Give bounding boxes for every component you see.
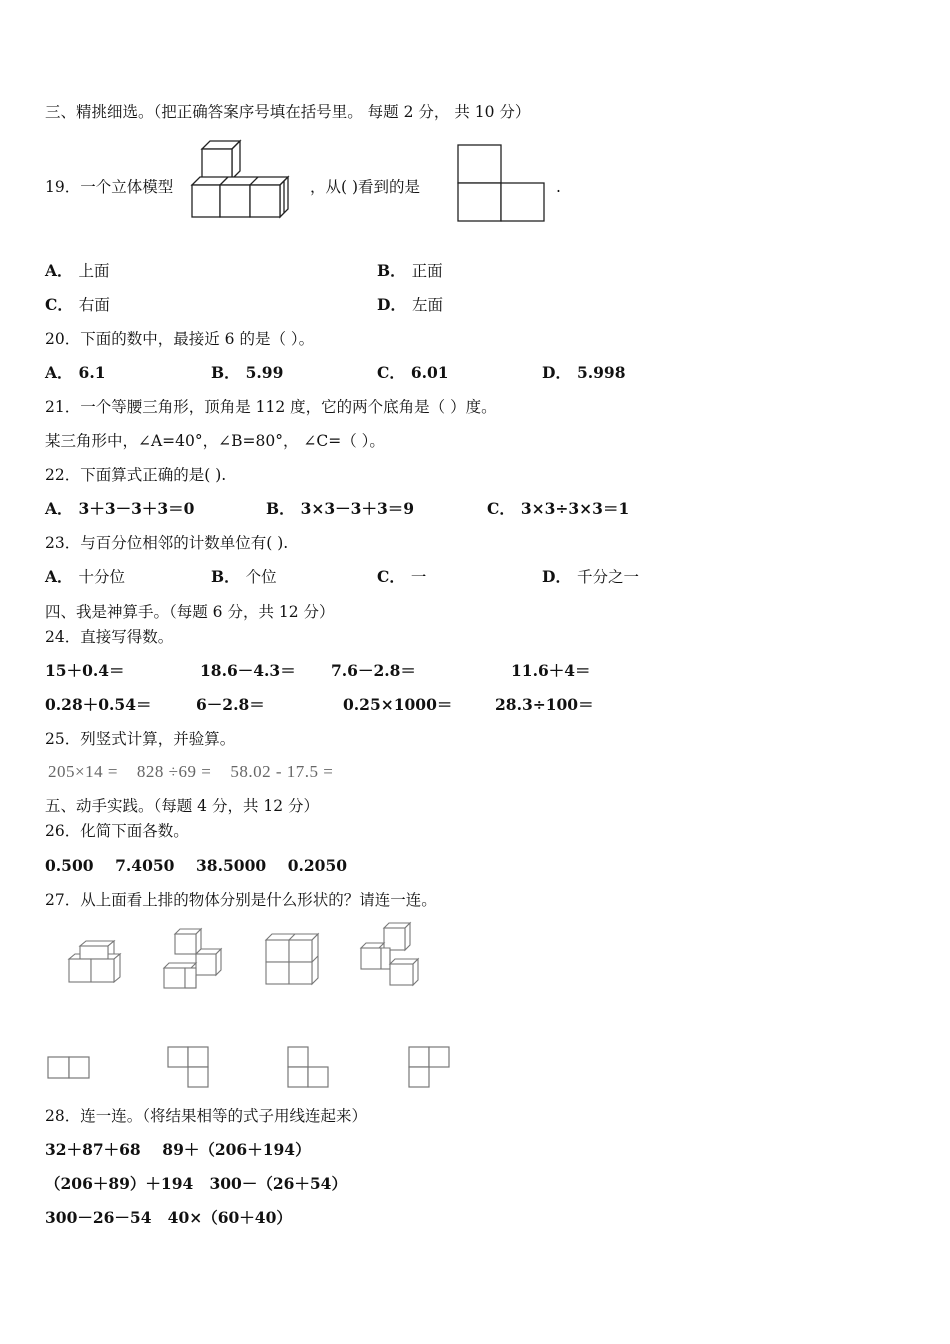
view-shape-figure bbox=[457, 144, 547, 224]
cube-object-4 bbox=[360, 922, 424, 988]
option-label: D． bbox=[542, 567, 571, 586]
option-label: D． bbox=[377, 295, 406, 314]
option-text: 3×3－3＋3＝9 bbox=[300, 499, 415, 518]
q24-expr: 6－2.8＝ bbox=[196, 695, 265, 714]
option-label: C． bbox=[377, 363, 405, 382]
q22-text: 22．下面算式正确的是( ). bbox=[45, 466, 227, 484]
option-text: 6.1 bbox=[78, 363, 106, 382]
option-text: 十分位 bbox=[78, 568, 126, 586]
option-label: B． bbox=[377, 261, 406, 280]
cube-object-2 bbox=[163, 928, 225, 990]
option-text: 千分之一 bbox=[576, 568, 639, 586]
view-shape-1 bbox=[47, 1056, 91, 1080]
option-label: C． bbox=[45, 295, 73, 314]
triangle-fill-text: 某三角形中，∠A=40°，∠B=80°， ∠C=（ ）。 bbox=[45, 432, 385, 450]
option-label: C． bbox=[487, 499, 515, 518]
option-label: C． bbox=[377, 567, 405, 586]
q20-text: 20．下面的数中，最接近 6 的是（ ）。 bbox=[45, 330, 315, 348]
section-3-title: 三、精挑细选。（把正确答案序号填在括号里。 每题 2 分， 共 10 分） bbox=[45, 103, 531, 121]
q23-option-d[interactable] bbox=[542, 567, 639, 587]
q28-row: 32＋87＋68 89＋（206＋194） bbox=[45, 1140, 311, 1159]
q26-text: 26．化简下面各数。 bbox=[45, 822, 189, 840]
q25-text: 25．列竖式计算，并验算。 bbox=[45, 730, 236, 748]
option-label: B． bbox=[211, 567, 240, 586]
option-text: 3×3÷3×3＝1 bbox=[520, 499, 630, 518]
cube-model-figure bbox=[190, 139, 300, 219]
q20-option-d[interactable] bbox=[542, 363, 626, 383]
q24-expr: 0.28＋0.54＝ bbox=[45, 695, 152, 714]
option-label: A． bbox=[45, 363, 73, 382]
option-label: A． bbox=[45, 567, 73, 586]
option-text: 正面 bbox=[411, 262, 443, 280]
cube-object-1 bbox=[68, 940, 124, 986]
q22-option-c[interactable] bbox=[487, 499, 629, 519]
q23-option-a[interactable] bbox=[45, 567, 125, 587]
cube-object-3 bbox=[264, 932, 322, 986]
q23-text: 23．与百分位相邻的计数单位有( ). bbox=[45, 534, 289, 552]
q19-option-d[interactable] bbox=[377, 295, 443, 315]
q24-expr: 18.6－4.3＝ bbox=[200, 661, 296, 680]
q24-expr: 0.25×1000＝ bbox=[343, 695, 453, 714]
q20-option-c[interactable] bbox=[377, 363, 449, 383]
q19-option-b[interactable] bbox=[377, 261, 443, 281]
q20-option-b[interactable] bbox=[211, 363, 283, 383]
view-shape-4 bbox=[408, 1046, 452, 1090]
section-5-title: 五、动手实践。（每题 4 分，共 12 分） bbox=[45, 797, 320, 815]
option-label: B． bbox=[266, 499, 295, 518]
q23-option-c[interactable] bbox=[377, 567, 426, 587]
q24-expr: 15＋0.4＝ bbox=[45, 661, 125, 680]
option-text: 5.99 bbox=[245, 363, 284, 382]
q24-expr: 11.6＋4＝ bbox=[511, 661, 591, 680]
q28-row: （206＋89）＋194 300－（26＋54） bbox=[45, 1174, 347, 1193]
option-text: 上面 bbox=[78, 262, 110, 280]
option-text: 右面 bbox=[78, 296, 110, 314]
option-label: B． bbox=[211, 363, 240, 382]
q25-exprs: 205×14 = 828 ÷69 = 58.02 - 17.5 = bbox=[48, 762, 334, 781]
q19-option-a[interactable] bbox=[45, 261, 110, 281]
q24-expr: 7.6－2.8＝ bbox=[331, 661, 416, 680]
q28-row: 300－26－54 40×（60＋40） bbox=[45, 1208, 292, 1227]
option-text: 6.01 bbox=[410, 363, 449, 382]
option-text: 3＋3－3＋3＝0 bbox=[78, 499, 195, 518]
q26-numbers: 0.500 7.4050 38.5000 0.2050 bbox=[45, 856, 348, 875]
q27-text: 27．从上面看上排的物体分别是什么形状的？请连一连。 bbox=[45, 891, 437, 909]
q19-prefix: 19．一个立体模型 bbox=[45, 178, 174, 196]
option-text: 左面 bbox=[411, 296, 443, 314]
q28-text: 28．连一连。（将结果相等的式子用线连起来） bbox=[45, 1107, 367, 1125]
option-label: A． bbox=[45, 261, 73, 280]
q19-option-c[interactable] bbox=[45, 295, 110, 315]
q24-expr: 28.3÷100＝ bbox=[495, 695, 594, 714]
option-text: 一 bbox=[410, 568, 427, 586]
view-shape-2 bbox=[167, 1046, 211, 1090]
option-text: 个位 bbox=[245, 568, 277, 586]
option-text: 5.998 bbox=[576, 363, 626, 382]
q21-text: 21．一个等腰三角形，顶角是 112 度，它的两个底角是（ ）度。 bbox=[45, 398, 497, 416]
q24-text: 24．直接写得数。 bbox=[45, 628, 174, 646]
q19-middle: ，从( )看到的是 bbox=[310, 178, 421, 196]
q19-suffix: . bbox=[556, 178, 561, 196]
q20-option-a[interactable] bbox=[45, 363, 106, 383]
q23-option-b[interactable] bbox=[211, 567, 277, 587]
q22-option-b[interactable] bbox=[266, 499, 414, 519]
q22-option-a[interactable] bbox=[45, 499, 194, 519]
option-label: A． bbox=[45, 499, 73, 518]
view-shape-3 bbox=[287, 1046, 331, 1090]
option-label: D． bbox=[542, 363, 571, 382]
section-4-title: 四、我是神算手。（每题 6 分，共 12 分） bbox=[45, 603, 335, 621]
